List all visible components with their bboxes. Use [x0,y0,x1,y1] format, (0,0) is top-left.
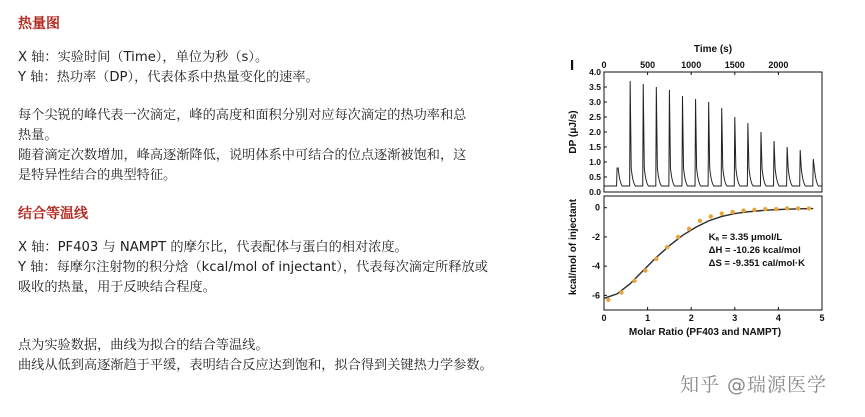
watermark: 知乎 @瑞源医学 [680,374,828,396]
dp-axis-label: DP (μJ/s) [568,110,579,154]
data-point [687,227,691,231]
isotherm-notes [18,336,558,376]
data-point [654,257,658,261]
enthalpy-tick-label: -2 [591,231,600,242]
isotherm-axes [18,238,558,298]
heatmap-y-axis-text: Y 轴：热功率（DP），代表体系中热量变化的速率。 [18,70,319,85]
panel-label: I [570,57,575,74]
isotherm-panel [568,196,825,338]
dp-tick-label: 1.0 [589,157,601,167]
isotherm-note-2: 曲线从低到高逐渐趋于平缓，表明结合反应达到饱和，拟合得到关键热力学参数。 [18,358,493,373]
dp-tick-label: 1.5 [589,142,601,152]
ratio-tick-label: 0 [601,313,607,323]
dp-tick-label: 3.0 [589,97,601,107]
section-title-isotherm: 结合等温线 [18,206,88,222]
heatmap-desc-line-4: 是特异性结合的典型特征。 [18,168,177,183]
data-point [752,208,756,212]
heatmap-description [18,106,558,186]
ratio-tick-label: 5 [819,313,825,323]
thermo-annotation: ΔS = -9.351 cal/mol·K [708,257,805,269]
data-point [763,207,767,211]
dp-tick-label: 4.0 [589,67,601,77]
time-tick-label: 0 [601,60,607,70]
heatmap-desc-line-3: 随着滴定次数增加，峰高逐渐降低，说明体系中可结合的位点逐渐被饱和，这 [18,148,467,163]
dp-tick-label: 2.5 [589,112,601,122]
time-axis-label: Time (s) [693,44,733,55]
enthalpy-tick-label: -4 [591,261,600,272]
enthalpy-axis-label: kcal/mol of injectant [568,198,579,296]
ratio-tick-label: 4 [775,313,781,323]
data-point [665,245,669,249]
thermo-annotation: Kₐ = 3.35 μmol/L [708,231,783,243]
enthalpy-tick-label: 0 [594,202,600,213]
data-point [807,206,811,210]
enthalpy-tick-label: -6 [591,290,600,301]
data-point [730,210,734,214]
isotherm-y-axis-text-1: Y 轴：每摩尔注射物的积分焓（kcal/mol of injectant），代表每次滴定所释放或 [18,260,488,275]
data-point [785,206,789,210]
dp-tick-label: 0.5 [589,172,601,182]
isotherm-x-axis-text: X 轴：PF403 与 NAMPT 的摩尔比，代表配体与蛋白的相对浓度。 [18,240,408,255]
data-point [720,211,724,215]
time-tick-label: 500 [640,60,656,70]
thermogram-trace [604,81,822,186]
data-point [774,207,778,211]
data-point [698,219,702,223]
data-point [741,208,745,212]
dp-tick-label: 2.0 [589,127,601,137]
ratio-axis-label: Molar Ratio (PF403 and NAMPT) [628,327,782,338]
isotherm-note-1: 点为实验数据，曲线为拟合的结合等温线。 [18,338,269,353]
data-point [643,268,647,272]
section-title-heatmap: 热量图 [18,16,60,32]
data-point [796,206,800,210]
data-point [606,298,610,302]
ratio-tick-label: 1 [645,313,651,323]
thermo-annotation: ΔH = -10.26 kcal/mol [708,244,801,256]
time-tick-label: 1500 [724,60,745,70]
heatmap-desc-line-1: 每个尖锐的峰代表一次滴定，峰的高度和面积分别对应每次滴定的热功率和总 [18,108,467,123]
heatmap-desc-line-2: 热量。 [18,128,58,143]
itc-figure [562,40,852,340]
data-point [619,290,623,294]
data-point [632,279,636,283]
data-point [676,235,680,239]
dp-tick-label: 0.0 [589,187,601,197]
thermogram-panel [568,44,822,197]
time-tick-label: 1000 [681,60,702,70]
data-point [709,214,713,218]
time-tick-label: 2000 [768,60,789,70]
ratio-tick-label: 3 [732,313,738,323]
dp-tick-label: 3.5 [589,82,601,92]
ratio-tick-label: 2 [688,313,694,323]
text-column [18,14,558,388]
heatmap-axes [18,48,558,88]
isotherm-y-axis-text-2: 吸收的热量，用于反映结合程度。 [18,280,216,295]
heatmap-x-axis-text: X 轴：实验时间（Time），单位为秒（s）。 [18,50,269,65]
